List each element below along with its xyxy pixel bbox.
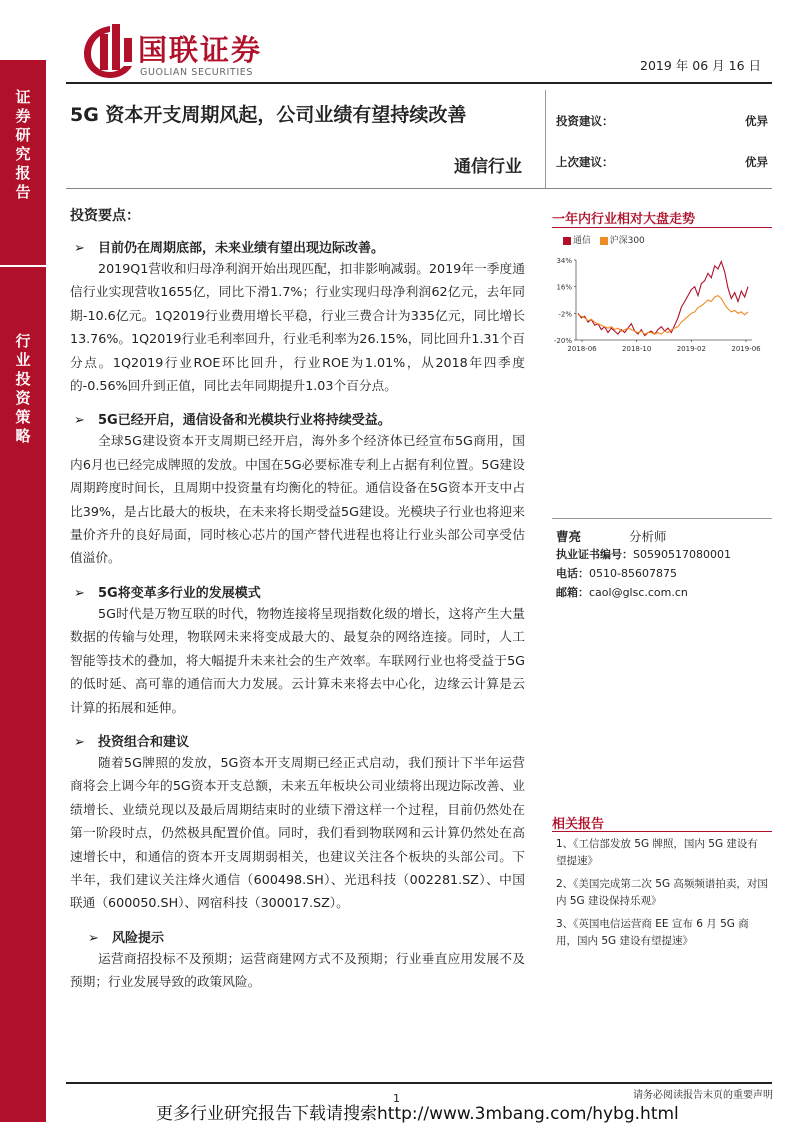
footer-divider	[66, 1082, 772, 1084]
main-content	[70, 200, 525, 994]
analyst-email-link[interactable]: caol@glsc.com.cn	[589, 586, 688, 599]
section-heading	[70, 409, 525, 428]
section-paragraph: 随着5G牌照的发放，5G资本开支周期已经正式启动，我们预计下半年运营商将会上调今年的5G资本开支总额，未来五年板块公司业绩将出现边际改善、业绩增长、业绩兑现以及最后周期结束时的业绩下滑这样一个过程，目前仍然处在第一阶段时点，仍然极具配置价值。同时，我们看到物联网和云计算仍然处在高速增长中，和通信的资本开支周期弱相关，也建议关注各个板块的头部公司。下半年，我们建议关注烽火通信（600498.SH）、光迅科技（002281.SZ）、中国联通（600050.SH）、网宿科技（300017.SZ）。	[70, 754, 525, 911]
download-watermark[interactable]: 更多行业研究报告下载请搜索http://www.3mbang.com/hybg.html	[156, 1104, 679, 1124]
header-divider	[66, 82, 772, 84]
section-heading-text: 风险提示	[112, 930, 165, 946]
sidebar-char: 券	[15, 107, 31, 125]
analyst-email-label: 邮箱：	[556, 586, 589, 599]
sidebar-label-category	[0, 332, 46, 446]
related-report-item[interactable]: 2、《美国完成第二次 5G 高频频谱拍卖，对国内 5G 建设保持乐观》	[556, 878, 768, 907]
sidebar-char: 究	[15, 145, 31, 163]
sidebar-char: 业	[15, 351, 31, 369]
sidebar-char: 略	[15, 427, 31, 445]
previous-rating-label: 上次建议：	[556, 155, 614, 169]
trend-chart-title: 一年内行业相对大盘走势	[552, 212, 696, 227]
related-reports-title: 相关报告	[552, 817, 605, 832]
sidebar-char: 报	[15, 164, 31, 182]
analyst-cert-row	[556, 546, 731, 562]
y-tick-label: 16%	[556, 283, 572, 292]
related-report-item[interactable]: 3、《英国电信运营商 EE 宣布 6 月 5G 商用，国内 5G 建设有望提速》	[556, 918, 749, 947]
analyst-name-row	[556, 527, 667, 545]
legend-label-hs300: 沪深300	[609, 236, 645, 246]
section-heading-text: 5G将变革多行业的发展模式	[98, 585, 261, 601]
legend-swatch-hs300	[600, 237, 608, 245]
x-tick-label: 2018-10	[622, 345, 652, 353]
section-heading	[70, 731, 525, 750]
title-vertical-divider	[545, 90, 546, 188]
arrow-bullet-icon: ➢	[74, 734, 85, 750]
title-bottom-divider	[66, 188, 772, 189]
page-number: 1	[393, 1092, 400, 1105]
section-heading	[70, 927, 525, 946]
sidebar-char: 资	[15, 389, 31, 407]
current-rating-label: 投资建议：	[556, 114, 614, 128]
analyst-name: 曹亮	[556, 529, 582, 544]
analyst-cert-value: S0590517080001	[633, 548, 731, 561]
sidebar-label-report-type	[0, 88, 46, 202]
analyst-phone-row	[556, 565, 677, 581]
section-paragraph: 全球5G建设资本开支周期已经开启，海外多个经济体已经宣布5G商用，国内6月也已经完成牌照的发放。中国在5G必要标准专利上占据有利位置。5G建设周期跨度时间长，且周期中投资量有均衡化的特征。通信设备在5G资本开支中占比39%，是占比最大的板块，在未来将长期受益5G建设。光模块子行业也将迎来量价齐升的良好局面，同时核心芯片的国产替代进程也将让行业头部公司享受估值溢价。	[70, 433, 525, 566]
chart-legend	[563, 233, 645, 246]
logo-mark-icon	[80, 20, 134, 82]
sidebar-char: 投	[15, 370, 31, 388]
section-paragraph: 5G时代是万物互联的时代，物物连接将呈现指数化级的增长，这将产生大量数据的传输与处理，物联网未来将变成最大的、最复杂的网络连接。同时，人工智能等技术的叠加，将大幅提升未来社会的生产效率。车联网行业也将受益于5G的低时延、高可靠的通信而大力发展。云计算未来将去中心化，边缘云计算是云计算的拓展和延伸。	[70, 605, 525, 715]
x-tick-label: 2019-02	[676, 345, 706, 353]
industry-label: 通信行业	[454, 157, 522, 177]
sidebar-char: 策	[15, 408, 31, 426]
y-tick-label: -2%	[558, 310, 572, 319]
arrow-bullet-icon: ➢	[74, 413, 85, 429]
company-logo	[80, 20, 320, 82]
sidebar-char: 行	[15, 332, 31, 350]
x-tick-label: 2018-06	[567, 345, 597, 353]
section-heading-text: 投资组合和建议	[98, 734, 190, 750]
analyst-phone-label: 电话：	[556, 567, 589, 580]
report-title: 5G 资本开支周期风起，公司业绩有望持续改善	[70, 104, 467, 126]
previous-rating	[556, 154, 768, 170]
previous-rating-value: 优异	[745, 155, 768, 169]
arrow-bullet-icon: ➢	[74, 585, 85, 601]
analyst-email-row[interactable]	[556, 584, 688, 600]
section-heading	[70, 582, 525, 601]
sidebar-char: 告	[15, 183, 31, 201]
y-tick-label: 34%	[556, 257, 572, 265]
legend-label-telecom: 通信	[573, 236, 592, 246]
section-heading-text: 5G已经开启，通信设备和光模块行业将持续受益。	[98, 413, 391, 429]
section-paragraph: 2019Q1营收和归母净利润开始出现匹配，扣非影响减弱。2019年一季度通信行业实现营收1655亿，同比下滑1.7%；行业实现归母净利润62亿元，去年同期-10.6亿元。1Q2019行业费用增长平稳，行业三费合计为335亿元，同比增长13.76%。1Q2019行业毛利率回升，行业毛利率为26.15%，同比回升1.31个百分点。1Q2019行业ROE环比回升，行业ROE为1.01%，从2018年四季度的-0.56%回升到正值，同比去年同期提升1.03个百分点。	[70, 261, 525, 394]
analyst-divider	[552, 518, 772, 519]
section-heading	[70, 237, 525, 256]
current-rating	[556, 113, 768, 129]
trend-line-chart	[552, 248, 770, 360]
footer-disclaimer: 请务必阅读报告末页的重要声明	[633, 1090, 773, 1101]
legend-swatch-telecom	[563, 237, 571, 245]
current-rating-value: 优异	[745, 114, 768, 128]
arrow-bullet-icon: ➢	[74, 241, 85, 256]
section-paragraph: 运营商招投标不及预期；运营商建网方式不及预期；行业垂直应用发展不及预期；行业发展导致的政策风险。	[70, 950, 525, 990]
related-report-item[interactable]: 1、《工信部发放 5G 牌照，国内 5G 建设有望提速》	[556, 838, 758, 867]
sidebar-char: 证	[15, 88, 31, 106]
analyst-cert-label: 执业证书编号：	[556, 548, 633, 561]
related-reports-underline	[552, 831, 772, 832]
sidebar-char: 研	[15, 126, 31, 144]
logo-text-cn: 国联证券	[138, 33, 263, 67]
key-points-title: 投资要点：	[70, 208, 140, 224]
trend-chart-title-underline	[552, 227, 772, 228]
logo-text-en: GUOLIAN SECURITIES	[140, 67, 253, 78]
analyst-role: 分析师	[628, 529, 667, 544]
x-tick-label: 2019-06	[731, 345, 761, 353]
y-tick-label: -20%	[553, 337, 572, 345]
arrow-bullet-icon: ➢	[88, 930, 99, 946]
series-line-telecom	[578, 262, 748, 336]
section-heading-text: 目前仍在周期底部，未来业绩有望出现边际改善。	[98, 241, 385, 256]
analyst-phone-value: 0510-85607875	[589, 567, 677, 580]
report-date: 2019 年 06 月 16 日	[640, 58, 761, 73]
